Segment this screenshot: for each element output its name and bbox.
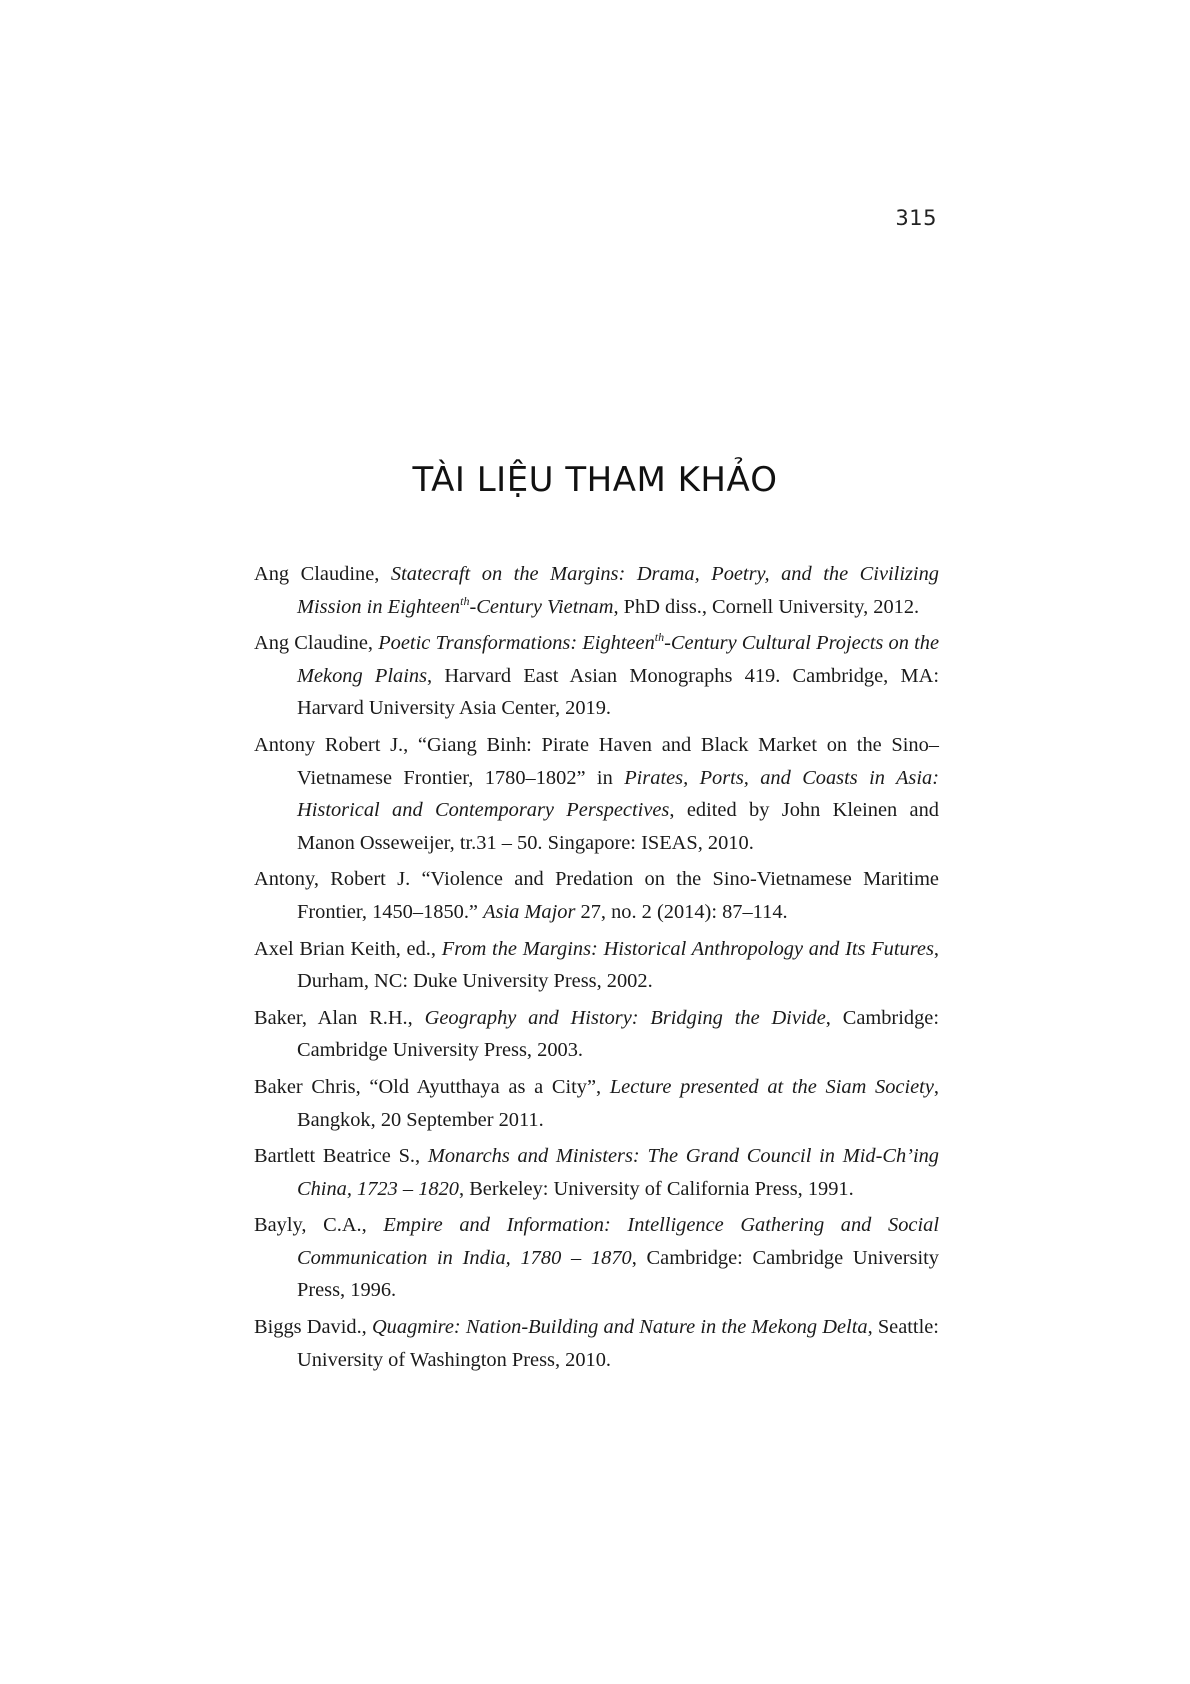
reference-text: Ang Claudine, <box>254 563 391 585</box>
reference-text: , Cambridge: Cambridge University Press, 1996. <box>297 1246 939 1302</box>
reference-text: , Bangkok, 20 September 2011. <box>297 1075 939 1131</box>
reference-entry <box>254 558 939 623</box>
reference-text: Biggs David., <box>254 1316 372 1339</box>
reference-text: , Harvard East Asian Monographs 419. Cambridge, MA: Harvard University Asia Center, 2019. <box>297 664 939 720</box>
reference-text: , Berkeley: University of California Press, 1991. <box>459 1177 854 1200</box>
reference-title: Empire and Information: Intelligence Gathering and Social Communication in India, 1780 – 1870 <box>297 1214 939 1269</box>
reference-text: , Cambridge: Cambridge University Press, 2003. <box>297 1006 939 1062</box>
reference-entry <box>254 1311 939 1376</box>
page-title: TÀI LIỆU THAM KHẢO <box>412 460 778 500</box>
reference-entry <box>254 1002 939 1067</box>
reference-title: Pirates, Ports, and Coasts in Asia: Historical and Contemporary Perspectives <box>297 766 940 822</box>
reference-entry <box>254 1140 939 1205</box>
reference-entry <box>254 627 939 725</box>
reference-title: Poetic Transformations: Eighteen <box>378 632 655 655</box>
reference-entry <box>254 1209 939 1307</box>
reference-entry <box>254 1071 939 1136</box>
reference-text: Bartlett Beatrice S., <box>254 1145 428 1168</box>
reference-text: , PhD diss., Cornell University, 2012. <box>613 595 920 618</box>
reference-text: , Seattle: University of Washington Press, 2010. <box>297 1316 939 1371</box>
reference-text: Baker, Alan R.H., <box>254 1006 425 1029</box>
reference-text: Antony Robert J., “Giang Binh: Pirate Haven and Black Market on the Sino–Vietnamese Frontier, 1780–1802” in <box>254 733 939 789</box>
reference-list <box>254 558 939 1380</box>
reference-text: , edited by John Kleinen and Manon Osseweijer, tr.31 – 50. Singapore: ISEAS, 2010. <box>297 799 939 854</box>
reference-text: Ang Claudine, <box>254 632 379 655</box>
reference-text: Axel Brian Keith, ed., <box>254 937 442 960</box>
reference-title: Monarchs and Ministers: The Grand Council in Mid-Ch’ing China, 1723 – 1820 <box>297 1145 940 1200</box>
reference-text: Bayly, C.A., <box>254 1214 384 1237</box>
reference-title: Quagmire: Nation-Building and Nature in the Mekong Delta <box>371 1316 868 1339</box>
reference-text: Baker Chris, “Old Ayutthaya as a City”, <box>254 1075 610 1098</box>
reference-title: -Century Cultural Projects on the Mekong Plains <box>297 632 939 687</box>
page-number: 315 <box>895 206 937 230</box>
reference-entry <box>254 933 939 998</box>
reference-text: 27, no. 2 (2014): 87–114. <box>575 900 788 923</box>
reference-entry <box>254 729 939 859</box>
reference-text: , Durham, NC: Duke University Press, 2002. <box>297 937 940 993</box>
reference-title: Asia Major <box>483 900 576 923</box>
ordinal-suffix: th <box>654 630 665 645</box>
reference-title: From the Margins: Historical Anthropology and Its Futures <box>441 937 934 960</box>
ordinal-suffix: th <box>460 593 470 608</box>
reference-title: Geography and History: Bridging the Divide <box>424 1006 826 1029</box>
reference-entry <box>254 863 939 928</box>
reference-title: Lecture presented at the Siam Society <box>609 1075 934 1098</box>
reference-text: Antony, Robert J. “Violence and Predation on the Sino-Vietnamese Maritime Frontier, 1450–1850.” <box>254 868 939 923</box>
reference-title: Statecraft on the Margins: Drama, Poetry, and the Civilizing Mission in Eighteen <box>297 563 939 618</box>
reference-title: -Century Vietnam <box>469 595 614 618</box>
